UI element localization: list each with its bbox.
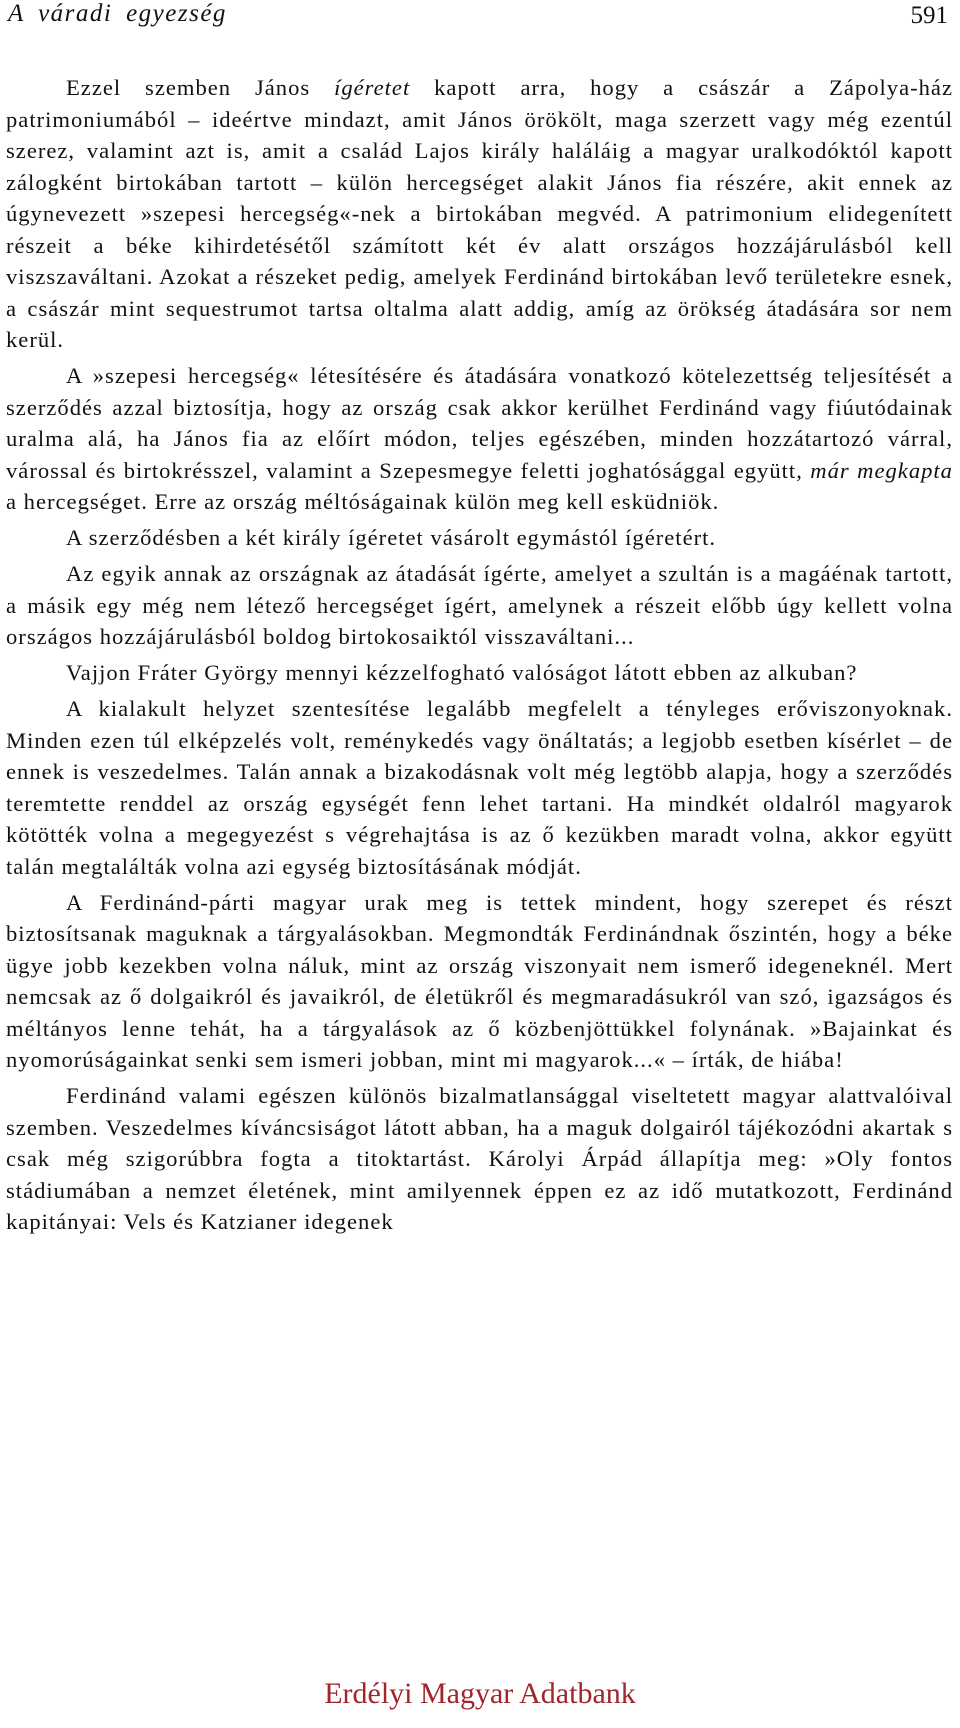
text-run: A »szepesi hercegség« létesítésére és átadására vonatkozó kötelezettség teljesítését a szerződés azzal biztosítja, hogy az ország csak akkor kerülhet Ferdinánd vagy fiúutódainak uralma alá, ha János fia az előírt módon, teljes egészében, minden hozzátartozó várral, várossal és birtokrésszel, valamint a Szepesmegye feletti joghatósággal együtt, <box>6 363 953 483</box>
text-run: A kialakult helyzet szentesítése legalább megfelelt a tényleges erőviszonyoknak. Minden ezen túl elképzelés volt, reménykedés vagy önáltatás; a legjobb esetben kísérlet – de ennek is veszedelmes. Talán annak a bizakodásnak volt még legtöbb alapja, hogy a szerződés teremtette renddel az ország egységét fenn lehet tartani. Ha mindkét oldalról magyarok kötötték volna a megegyezést s végrehajtása is az ő kezükben maradt volna, akkor együtt talán megtalálták volna azi egység biztosításának módját. <box>6 696 953 879</box>
paragraph <box>6 657 953 689</box>
text-run: A szerződésben a két király ígéretet vásárolt egymástól ígéretért. <box>66 525 717 550</box>
paragraph <box>6 1080 953 1238</box>
text-run: A Ferdinánd-párti magyar urak meg is tettek mindent, hogy szerepet és részt biztosítsanak maguknak a tárgyalásokban. Megmondták Ferdinándnak őszintén, hogy a béke ügye jobb kezekben volna náluk, mint az ország viszonyait nem ismerő idegeneknél. Mert nemcsak az ő dolgaikról és javaikról, de életükről és megmaradásukról van szó, igazságos és méltányos lenne tehát, ha a tárgyalások az ő közbenjöttükkel folynának. »Bajainkat és nyomorúságainkat senki sem ismeri jobban, mint mi magyarok...« – írták, de hiába! <box>6 889 953 1072</box>
paragraph <box>6 522 953 554</box>
body-text <box>6 72 953 1242</box>
text-run: a hercegséget. Erre az ország méltóságainak külön meg kell esküdniök. <box>6 489 720 514</box>
paragraph <box>6 558 953 653</box>
page-number: 591 <box>910 2 948 29</box>
italic-text: ígéretet <box>334 75 411 100</box>
paragraph <box>6 72 953 356</box>
text-run: Vajjon Fráter György mennyi kézzelfogható valóságot látott ebben az alkuban? <box>66 660 858 685</box>
source-footer: Erdélyi Magyar Adatbank <box>324 1677 636 1710</box>
paragraph <box>6 693 953 882</box>
text-run: kapott arra, hogy a császár a Zápolya-ház patrimoniumából – ideértve mindazt, amit János örökölt, maga szerzett vagy még ezentúl szerez, valamint azt is, amit a család Lajos király haláláig a magyar uralkodóktól kapott zálogként birtokában tartott – külön hercegséget alakit János fia részére, akit ennek az úgynevezett »szepesi hercegség«-nek a birtokában megvéd. A patrimonium elidegenített részeit a béke kihirdetésétől számított két év alatt országos hozzájárulásból kell viszszaváltani. Azokat a részeket pedig, amelyek Ferdinánd birtokában levő területekre esnek, a császár mint sequestrumot tartsa oltalma alatt addig, amíg az örökség átadására sor nem kerül. <box>6 75 953 352</box>
italic-text: már megkapta <box>810 457 953 483</box>
running-title: A váradi egyezség <box>8 0 227 27</box>
text-run: Ezzel szemben János <box>66 75 335 100</box>
text-run: Ferdinánd valami egészen különös bizalmatlansággal viseltetett magyar alattvalóival szemben. Veszedelmes kíváncsiságot látott abban, ha a maguk dolgairól tájékozódni akartak s csak még szigorúbbra fogta a titoktartást. Károlyi Árpád állapítja meg: »Oly fontos stádiumában a nemzet életének, mint amilyennek éppen ez az idő mutatkozott, Ferdinánd kapitányai: Vels és Katzianer idegenek <box>6 1083 953 1234</box>
paragraph <box>6 360 953 518</box>
paragraph <box>6 887 953 1076</box>
page-header <box>8 0 948 34</box>
text-run: Az egyik annak az országnak az átadását ígérte, amelyet a szultán is a magáénak tartott, a másik egy még nem létező hercegséget ígért, amelynek a részeit előbb úgy kellett volna országos hozzájárulásból boldog birtokosaiktól visszaváltani... <box>6 561 953 649</box>
